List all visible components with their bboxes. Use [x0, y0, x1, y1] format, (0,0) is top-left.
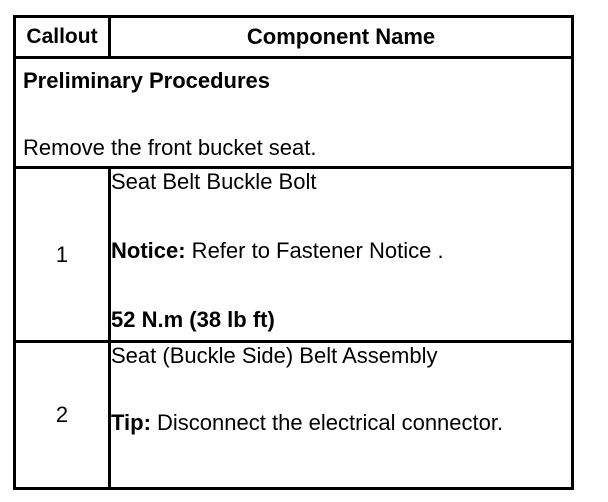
table-row [15, 342, 573, 489]
component-name-header: Component Name [110, 17, 573, 58]
callout-number: 2 [15, 342, 110, 489]
tip-label: Tip: [111, 410, 151, 435]
preliminary-procedures-row [15, 58, 573, 168]
table-row [15, 168, 573, 342]
preliminary-procedures-cell [15, 58, 573, 168]
tip-text: Disconnect the electrical connector. [150, 410, 504, 435]
preliminary-title: Preliminary Procedures [23, 68, 271, 93]
notice-text: Refer to Fastener Notice . [185, 238, 444, 263]
callout-header: Callout [15, 17, 110, 58]
component-table [13, 15, 574, 490]
tip-line [111, 410, 571, 436]
notice-line [111, 238, 571, 264]
table-header-row [15, 17, 573, 58]
preliminary-step: Remove the front bucket seat. [23, 135, 317, 160]
component-cell [110, 168, 573, 342]
torque-spec: 52 N.m (38 lb ft) [111, 307, 275, 332]
component-name: Seat Belt Buckle Bolt [111, 169, 317, 194]
notice-label: Notice: [111, 238, 186, 263]
component-name: Seat (Buckle Side) Belt Assembly [111, 343, 438, 368]
callout-number: 1 [15, 168, 110, 342]
component-cell [110, 342, 573, 489]
